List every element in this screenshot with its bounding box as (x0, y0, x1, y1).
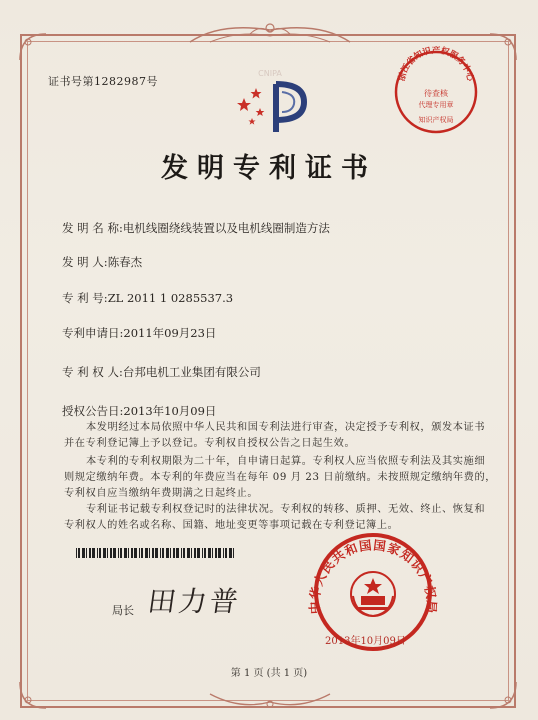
field-value: 2013年10月09日 (123, 404, 217, 418)
certificate-title: 发明专利证书 (161, 153, 377, 184)
paragraph-line: 则规定缴纳年费。本专利的年费应当在每年 09 月 23 日前缴纳。未按照规定缴纳年费的， (64, 472, 497, 483)
paragraph-line: 专利证书记载专利权登记时的法律状况。专利权的转移、质押、无效、终止、恢复和 (86, 504, 486, 515)
field-value: 陈春杰 (107, 255, 143, 269)
patent-office-logo (232, 69, 308, 138)
paragraph-line: 本专利的专利权期限为二十年，自申请日起算。专利权人应当依照专利法及其实施细 (86, 456, 486, 467)
paragraph-line: 并在专利登记簿上予以登记。专利权自授权公告之日起生效。 (64, 438, 356, 449)
paragraph-line: 专利权人的姓名或名称、国籍、地址变更等事项记载在专利登记簿上。 (64, 520, 399, 531)
field-patentee (62, 364, 261, 380)
paragraph-grant (64, 420, 484, 452)
field-value: 2011年09月23日 (123, 326, 217, 340)
corner-ornament-bl (18, 680, 48, 710)
field-label: 专利申请日: (62, 326, 124, 340)
paragraph-term (64, 454, 497, 502)
field-label: 专 利 号: (62, 291, 108, 305)
logo-watermark: CNIPA (258, 69, 282, 78)
agency-stamp-bottom: 知识产权局 (418, 116, 454, 124)
field-label: 授权公告日: (62, 404, 124, 418)
agency-stamp-line1: 待查核 (424, 89, 448, 98)
field-value: ZL 2011 1 0285537.3 (107, 291, 234, 305)
barcode (76, 548, 236, 558)
national-seal-arc: 中华人民共和国国家知识产权局 (306, 537, 440, 615)
agency-stamp (390, 46, 482, 138)
field-label: 发 明 人: (62, 255, 108, 269)
field-label: 发 明 名 称: (62, 221, 123, 235)
national-emblem-icon (351, 572, 395, 616)
director-signature: 田力普 (145, 585, 244, 618)
seal-date: 2013年10月09日 (325, 636, 406, 647)
field-label: 专 利 权 人: (62, 365, 123, 379)
corner-ornament-tl (18, 32, 48, 62)
corner-ornament-tr (488, 32, 518, 62)
field-value: 台邦电机工业集团有限公司 (122, 365, 261, 379)
field-value: 电机线圈绕线装置以及电机线圈制造方法 (122, 221, 330, 235)
corner-ornament-br (488, 680, 518, 710)
field-application-date (62, 325, 216, 341)
certificate-number: 证书号第1282987号 (48, 75, 158, 88)
top-ornament (180, 18, 360, 48)
paragraph-line: 本发明经过本局依照中华人民共和国专利法进行审查，决定授予专利权，颁发本证书 (86, 422, 486, 433)
director-label: 局长 (112, 604, 134, 617)
field-invention-name (62, 220, 330, 236)
bottom-ornament (200, 690, 340, 714)
page-footer: 第 1 页 (共 1 页) (230, 668, 308, 679)
field-patent-number (62, 290, 233, 306)
paragraph-line: 专利权自应当缴纳年费期满之日起终止。 (64, 488, 259, 499)
field-grant-date (62, 403, 216, 419)
agency-stamp-arc: 浙江省知识产权服务中心 (397, 46, 475, 83)
field-inventor (62, 254, 142, 270)
agency-stamp-line2: 代理专用章 (418, 101, 454, 109)
